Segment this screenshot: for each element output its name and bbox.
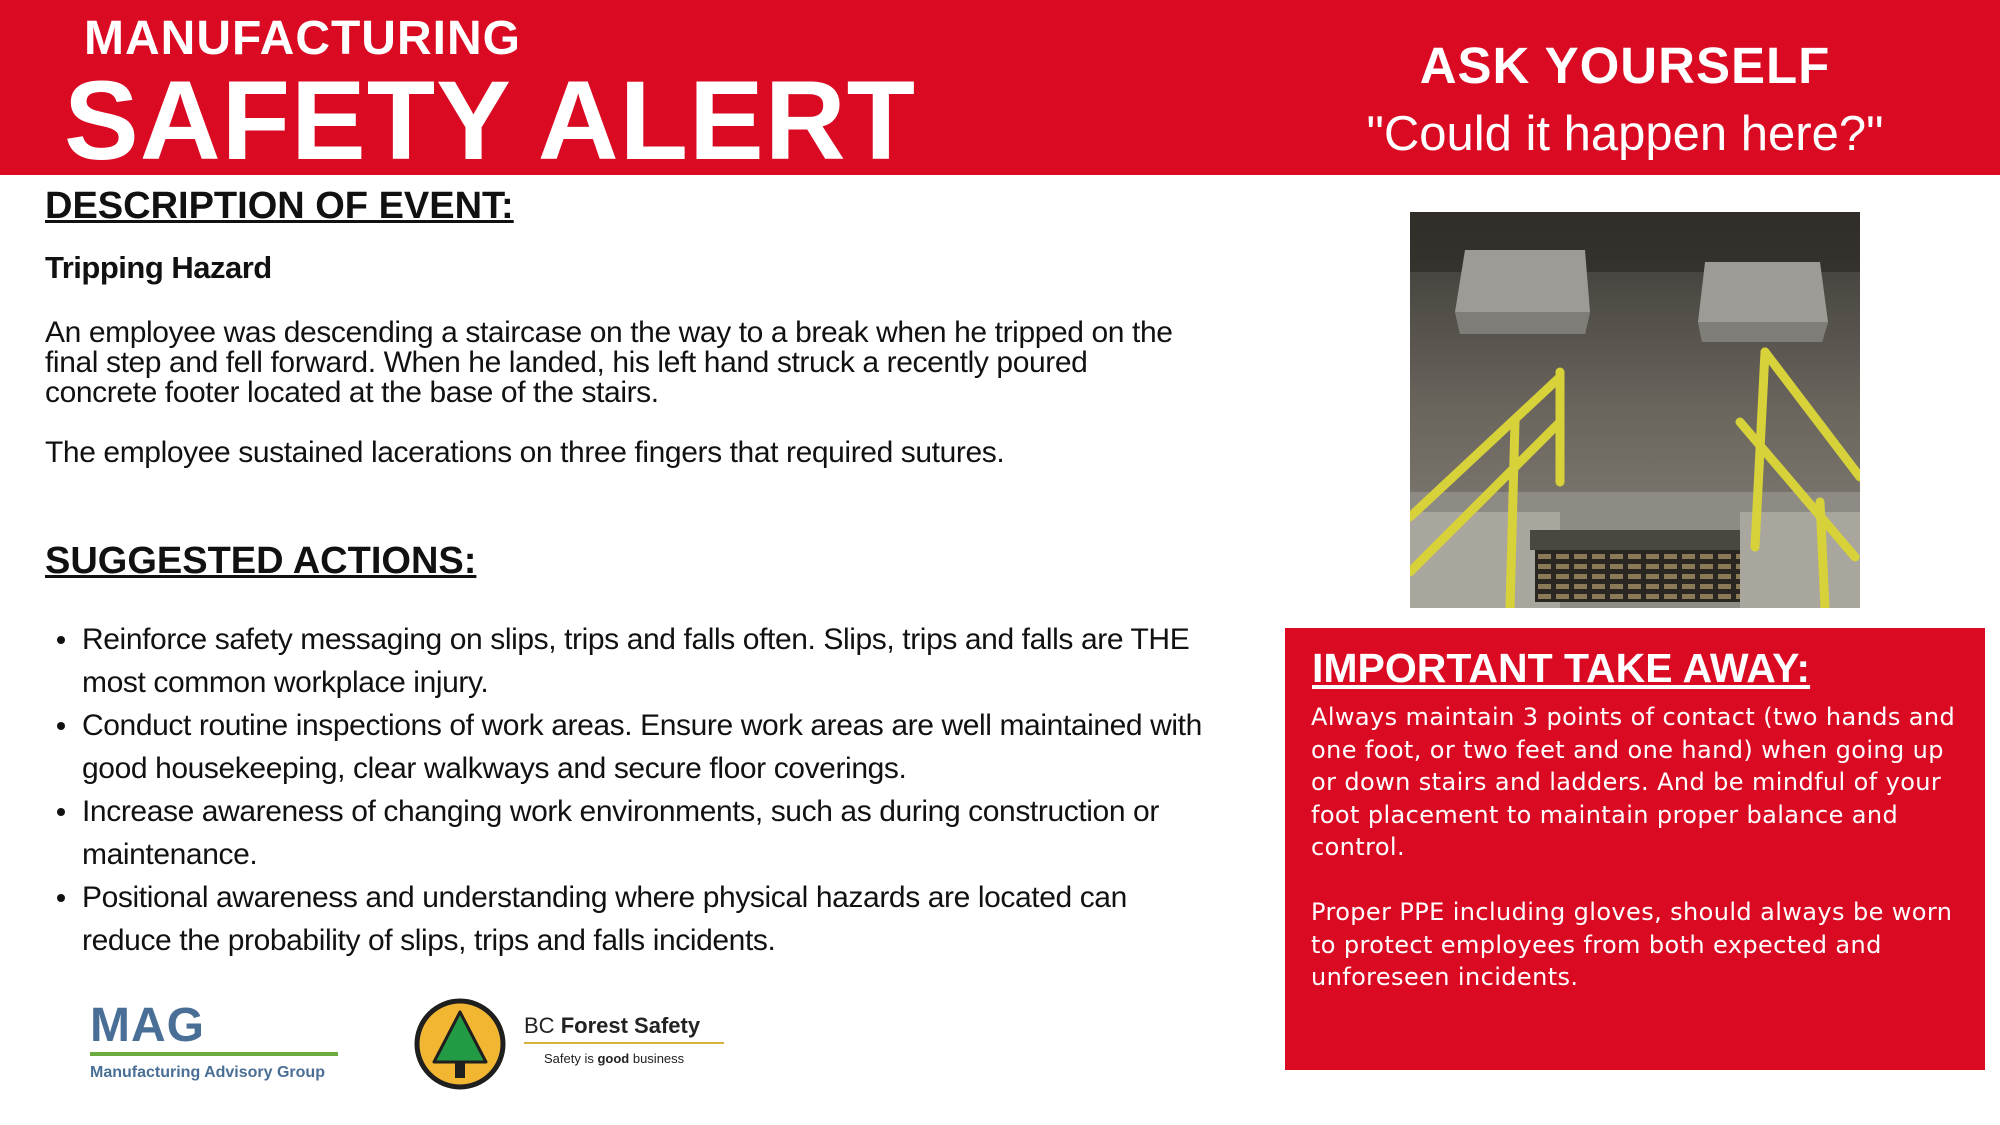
event-paragraph: The employee sustained lacerations on three fingers that required sutures. [45, 436, 1005, 469]
list-item: Positional awareness and understanding where physical hazards are located can reduce the probability of slips, trips and falls incidents. [82, 876, 1222, 962]
actions-heading: SUGGESTED ACTIONS: [45, 540, 477, 582]
ask-yourself-heading: ASK YOURSELF [1419, 37, 1831, 94]
header-title: SAFETY ALERT [64, 58, 917, 183]
takeaway-heading: IMPORTANT TAKE AWAY: [1312, 645, 1811, 691]
bcfs-logo-name: BC Forest Safety [524, 1013, 701, 1038]
mag-logo-subtitle: Manufacturing Advisory Group [90, 1064, 325, 1081]
event-subtitle: Tripping Hazard [45, 250, 272, 285]
bcfs-logo-divider [524, 1042, 724, 1044]
mag-logo-name: MAG [90, 999, 205, 1052]
event-paragraph: An employee was descending a staircase on the way to a break when he tripped on the final step and fell forward. When he landed, his left hand struck a recently poured concrete footer located at the base of the stairs. [45, 316, 1173, 409]
takeaway-panel [1285, 628, 1985, 1070]
list-item: Reinforce safety messaging on slips, trips and falls often. Slips, trips and falls are THE most common workplace injury. [82, 618, 1222, 704]
mag-logo-divider [90, 1052, 338, 1056]
header-category: MANUFACTURING [84, 12, 521, 65]
list-item: Conduct routine inspections of work areas. Ensure work areas are well maintained with good housekeeping, clear walkways and secure floor coverings. [82, 704, 1222, 790]
description-heading: DESCRIPTION OF EVENT: [45, 185, 514, 227]
staircase-photo [1410, 212, 1860, 608]
header-banner [0, 0, 2000, 183]
bc-forest-safety-logo [414, 998, 734, 1094]
ask-yourself-question: "Could it happen here?" [1366, 107, 1884, 161]
actions-list [45, 618, 1222, 962]
mag-logo [90, 1000, 350, 1090]
bcfs-logo-tagline: Safety is good business [544, 1051, 685, 1066]
takeaway-paragraph: Proper PPE including gloves, should always be worn to protect employees from both expected and unforeseen incidents. [1311, 898, 1953, 991]
tree-emblem-icon [414, 998, 506, 1090]
list-item: Increase awareness of changing work environments, such as during construction or maintenance. [82, 790, 1222, 876]
takeaway-paragraph: Always maintain 3 points of contact (two hands and one foot, or two feet and one hand) when going up or down stairs and ladders. And be mindful of your foot placement to maintain proper balance and control. [1311, 703, 1956, 861]
